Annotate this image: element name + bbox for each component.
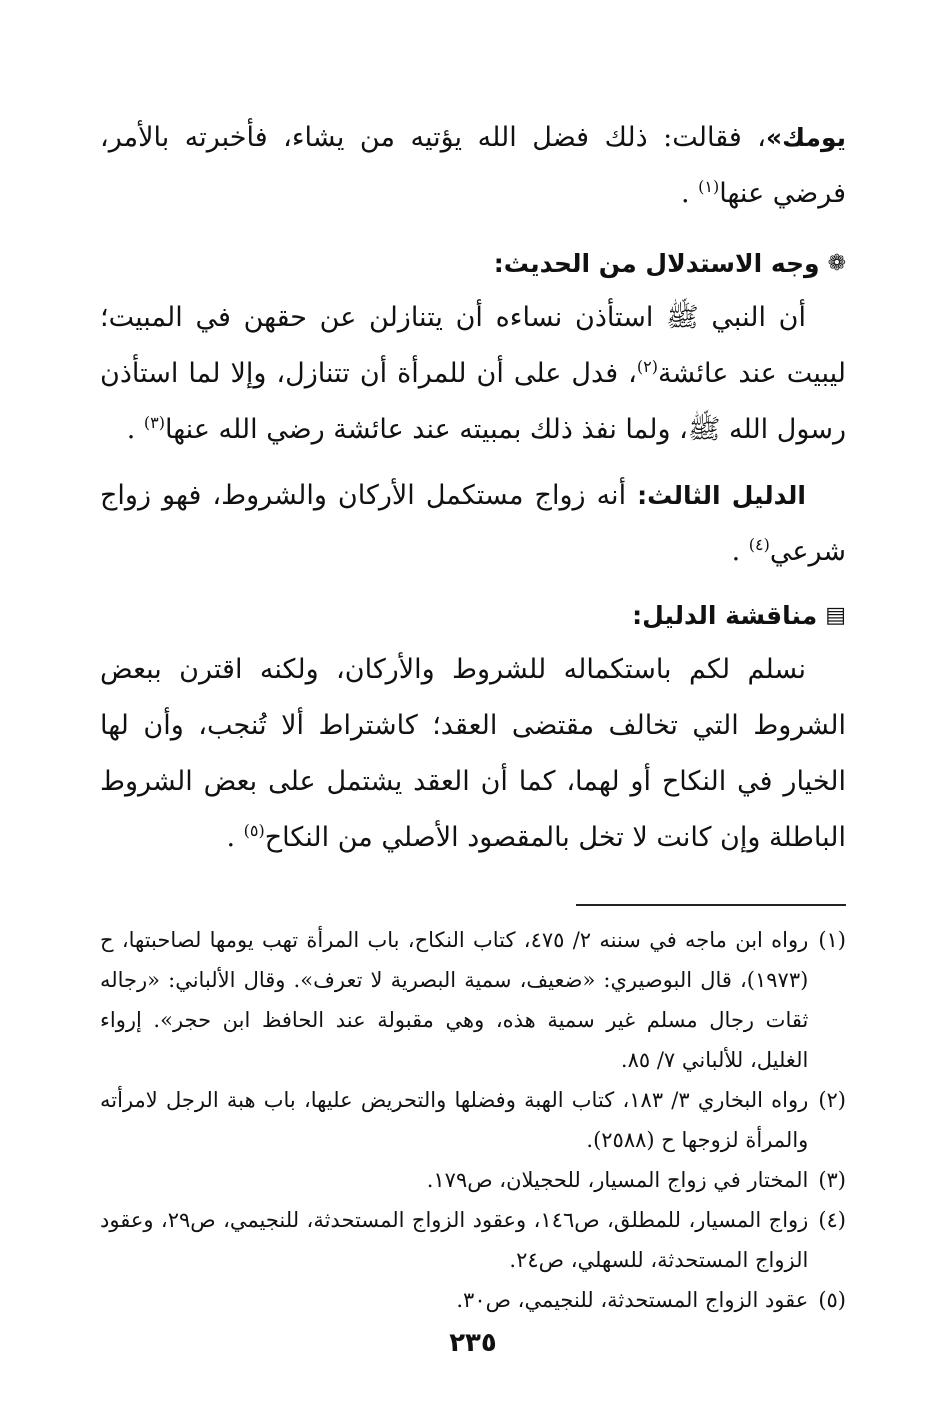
footnote-number: (١) xyxy=(818,928,846,952)
section-heading-discussion xyxy=(100,590,846,642)
period: . xyxy=(731,536,741,567)
footnote-item xyxy=(100,1280,846,1320)
footnote-ref-2[interactable]: (٢) xyxy=(636,357,658,376)
footnote-text: رواه البخاري ٣/ ١٨٣، كتاب الهبة وفضلها والتحريض عليها، باب هبة الرجل لامرأته والمرأة لزوجها ح (٢٥٨٨). xyxy=(100,1088,809,1152)
paragraph-text: ، فدل على أن للمرأة أن تتنازل، وإلا لما استأذن رسول الله ﷺ، ولما نفذ ذلك بمبيته عند عائشة رضي الله عنها xyxy=(100,358,846,445)
heading-text: وجه الاستدلال من الحديث: xyxy=(493,249,820,278)
heading-text: مناقشة الدليل: xyxy=(632,601,818,630)
footnote-item xyxy=(100,1200,846,1280)
paragraph-hadith-end xyxy=(100,110,846,222)
paragraph-inference xyxy=(100,290,846,458)
footnote-item xyxy=(100,1080,846,1160)
paragraph-text: ، فقالت: ذلك فضل الله يؤتيه من يشاء، فأخبرته بالأمر، فرضي عنها xyxy=(100,122,846,209)
footnote-text: المختار في زواج المسيار، للحجيلان، ص١٧٩. xyxy=(426,1168,809,1192)
paragraph-discussion xyxy=(100,642,846,866)
flower-ornament-icon: ❁ xyxy=(827,251,846,276)
footnote-text: زواج المسيار، للمطلق، ص١٤٦، وعقود الزواج المستحدثة، للنجيمي، ص٢٩، وعقود الزواج المستحدثة، للسهلي، ص٢٤. xyxy=(100,1208,809,1272)
paragraph-text: أن النبي ﷺ استأذن نساءه أن يتنازلن عن حقهن في المبيت؛ ليبيت عند عائشة xyxy=(100,302,846,389)
footnote-text: رواه ابن ماجه في سننه ٢/ ٤٧٥، كتاب النكاح، باب المرأة تهب يومها لصاحبتها، ح (١٩٧٣)، قال البوصيري: «ضعيف، سمية البصرية لا تعرف». وقال الألباني: «رجاله ثقات رجال مسلم غير سمية هذه، وهي مقبولة عند الحافظ ابن حجر». إرواء الغليل، للألباني ٧/ ٨٥. xyxy=(100,928,809,1072)
page-number: ٢٣٥ xyxy=(449,1328,497,1358)
footnote-ref-5[interactable]: (٥) xyxy=(243,821,265,840)
book-page xyxy=(100,110,846,1358)
paragraph-text: أنه زواج مستكمل الأركان والشروط، فهو زواج شرعي xyxy=(100,480,846,567)
footnote-text: عقود الزواج المستحدثة، للنجيمي، ص٣٠. xyxy=(456,1288,809,1312)
footnotes xyxy=(100,920,846,1320)
footnote-number: (٥) xyxy=(818,1288,846,1312)
period: . xyxy=(680,178,690,209)
footnote-number: (٢) xyxy=(818,1088,846,1112)
section-heading-inference xyxy=(100,238,846,290)
footnote-ref-1[interactable]: (١) xyxy=(698,177,720,196)
footnote-number: (٣) xyxy=(818,1168,846,1192)
footnote-ref-3[interactable]: (٣) xyxy=(143,413,165,432)
footnote-ref-4[interactable]: (٤) xyxy=(748,535,770,554)
book-icon: ▤ xyxy=(825,603,846,628)
paragraph-third-evidence xyxy=(100,468,846,580)
footnote-number: (٤) xyxy=(818,1208,846,1232)
footnote-item xyxy=(100,920,846,1080)
period: . xyxy=(226,822,236,853)
bold-quote-end: يومك» xyxy=(766,123,846,152)
paragraph-text: نسلم لكم باستكماله للشروط والأركان، ولكنه اقترن ببعض الشروط التي تخالف مقتضى العقد؛ كاشتراط ألا تُنجب، وأن لها الخيار في النكاح أو لهما، كما أن العقد يشتمل على بعض الشروط الباطلة وإن كانت لا تخل بالمقصود الأصلي من النكاح xyxy=(100,654,846,853)
footnote-item xyxy=(100,1160,846,1200)
footnote-separator xyxy=(576,904,846,906)
bold-lead-third-evidence: الدليل الثالث: xyxy=(637,481,806,510)
period: . xyxy=(126,414,136,445)
